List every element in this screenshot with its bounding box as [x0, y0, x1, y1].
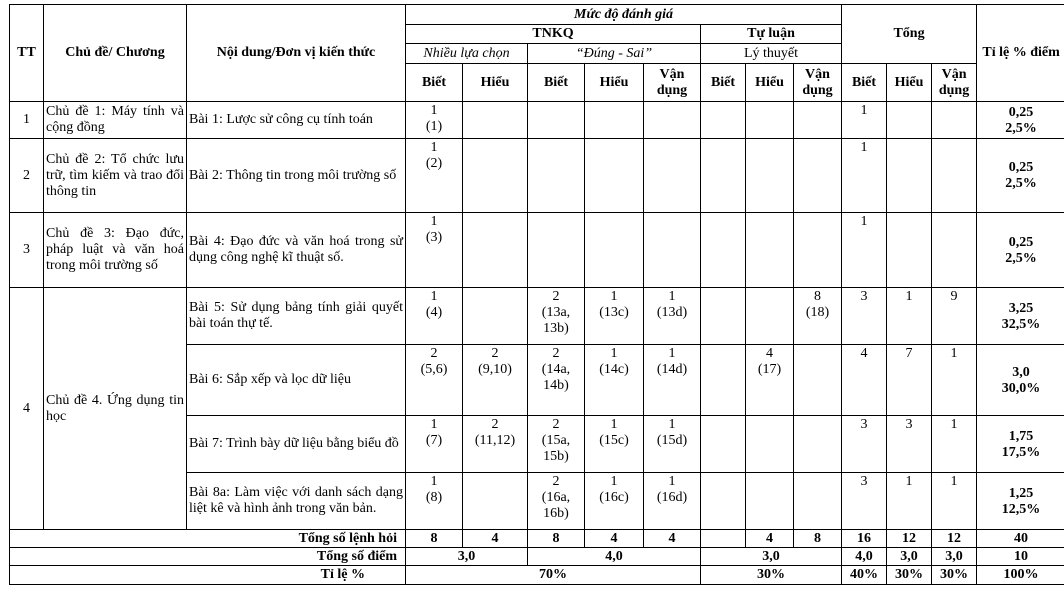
- row-topic: Chủ đề 4. Ứng dụng tin học: [44, 288, 187, 530]
- cell-mc-understand: [463, 102, 528, 139]
- col-total-know: Biết: [842, 64, 887, 102]
- cell-es-know: [701, 288, 746, 345]
- total-q-mc-understand: 4: [463, 530, 528, 548]
- cell-total-apply: 1: [932, 416, 977, 473]
- cell-ratio: 1,25 12,5%: [977, 473, 1064, 530]
- cell-tf-understand: 1 (13c): [585, 288, 644, 345]
- cell-es-understand: [746, 416, 794, 473]
- col-total-understand: Hiểu: [887, 64, 932, 102]
- total-questions-row: [10, 530, 1064, 548]
- col-mc-understand: Hiểu: [463, 64, 528, 102]
- header-ratio: Tỉ lệ % điểm: [977, 5, 1064, 102]
- total-points-mc: 3,0: [406, 548, 528, 566]
- cell-total-understand: [887, 213, 932, 288]
- cell-mc-know: 1 (3): [406, 213, 463, 288]
- total-q-es-understand: 4: [746, 530, 794, 548]
- cell-ratio: 0,25 2,5%: [977, 213, 1064, 288]
- cell-total-apply: 9: [932, 288, 977, 345]
- header-content: Nội dung/Đơn vị kiến thức: [187, 5, 406, 102]
- row-lesson: Bài 1: Lược sử công cụ tính toán: [187, 102, 406, 139]
- cell-mc-understand: [463, 288, 528, 345]
- col-tf-apply: Vận dụng: [644, 64, 701, 102]
- row-lesson: Bài 7: Trình bày dữ liệu bằng biểu đồ: [187, 416, 406, 473]
- cell-es-understand: 4 (17): [746, 345, 794, 416]
- row-topic: Chủ đề 1: Máy tính và cộng đồng: [44, 102, 187, 139]
- cell-tf-know: 2 (16a, 16b): [528, 473, 585, 530]
- cell-es-understand: [746, 213, 794, 288]
- cell-ratio: 0,25 2,5%: [977, 102, 1064, 139]
- cell-ratio: 3,0 30,0%: [977, 345, 1064, 416]
- cell-tf-know: 2 (13a, 13b): [528, 288, 585, 345]
- cell-es-apply: [794, 102, 842, 139]
- total-q-tf-know: 8: [528, 530, 585, 548]
- cell-es-know: [701, 213, 746, 288]
- col-es-apply: Vận dụng: [794, 64, 842, 102]
- col-tf-know: Biết: [528, 64, 585, 102]
- col-tf-understand: Hiểu: [585, 64, 644, 102]
- table-row: [10, 213, 1064, 288]
- cell-ratio: 1,75 17,5%: [977, 416, 1064, 473]
- col-mc-know: Biết: [406, 64, 463, 102]
- table-row: [10, 139, 1064, 213]
- table-row: [10, 288, 1064, 345]
- total-ratio-es: 30%: [701, 566, 842, 585]
- total-points-es: 3,0: [701, 548, 842, 566]
- cell-mc-understand: [463, 213, 528, 288]
- row-lesson: Bài 6: Sắp xếp và lọc dữ liệu: [187, 345, 406, 416]
- cell-tf-understand: 1 (15c): [585, 416, 644, 473]
- total-q-tf-apply: 4: [644, 530, 701, 548]
- cell-es-apply: 8 (18): [794, 288, 842, 345]
- total-points-know: 4,0: [842, 548, 887, 566]
- cell-mc-understand: 2 (11,12): [463, 416, 528, 473]
- cell-es-know: [701, 139, 746, 213]
- total-q-understand: 12: [887, 530, 932, 548]
- total-points-apply: 3,0: [932, 548, 977, 566]
- cell-total-understand: 7: [887, 345, 932, 416]
- header-tt: TT: [10, 5, 44, 102]
- header-assessment-level: Mức độ đánh giá: [406, 5, 842, 25]
- cell-es-know: [701, 416, 746, 473]
- cell-ratio: 0,25 2,5%: [977, 139, 1064, 213]
- header-multiple-choice: Nhiều lựa chọn: [406, 44, 528, 64]
- cell-tf-know: [528, 139, 585, 213]
- total-ratio-tnkq: 70%: [406, 566, 701, 585]
- cell-es-know: [701, 345, 746, 416]
- cell-es-understand: [746, 102, 794, 139]
- header-essay: Tự luận: [701, 25, 842, 44]
- cell-es-apply: [794, 213, 842, 288]
- cell-mc-know: 1 (1): [406, 102, 463, 139]
- cell-total-know: 1: [842, 213, 887, 288]
- cell-tf-apply: 1 (15d): [644, 416, 701, 473]
- cell-total-understand: 1: [887, 288, 932, 345]
- total-q-apply: 12: [932, 530, 977, 548]
- cell-tf-know: 2 (14a, 14b): [528, 345, 585, 416]
- total-q-know: 16: [842, 530, 887, 548]
- cell-tf-know: [528, 102, 585, 139]
- row-tt: 4: [10, 288, 44, 530]
- total-ratio-row: [10, 566, 1064, 585]
- cell-mc-know: 2 (5,6): [406, 345, 463, 416]
- cell-total-understand: 1: [887, 473, 932, 530]
- row-lesson: Bài 5: Sử dụng bảng tính giải quyết bài toán thự tế.: [187, 288, 406, 345]
- cell-tf-apply: 1 (13d): [644, 288, 701, 345]
- cell-ratio: 3,25 32,5%: [977, 288, 1064, 345]
- cell-es-apply: [794, 416, 842, 473]
- col-es-know: Biết: [701, 64, 746, 102]
- cell-es-understand: [746, 139, 794, 213]
- cell-total-apply: 1: [932, 345, 977, 416]
- col-total-apply: Vận dụng: [932, 64, 977, 102]
- cell-es-know: [701, 473, 746, 530]
- cell-total-know: 3: [842, 416, 887, 473]
- cell-tf-understand: 1 (16c): [585, 473, 644, 530]
- total-ratio-know: 40%: [842, 566, 887, 585]
- total-points-understand: 3,0: [887, 548, 932, 566]
- cell-es-understand: [746, 288, 794, 345]
- row-lesson: Bài 4: Đạo đức và văn hoá trong sử dụng công nghệ kĩ thuật số.: [187, 213, 406, 288]
- total-ratio-label: Tỉ lệ %: [10, 566, 406, 585]
- cell-tf-understand: [585, 102, 644, 139]
- cell-total-apply: 1: [932, 473, 977, 530]
- total-points-tf: 4,0: [528, 548, 701, 566]
- header-total: Tổng: [842, 5, 977, 64]
- cell-tf-understand: [585, 213, 644, 288]
- cell-mc-know: 1 (2): [406, 139, 463, 213]
- row-topic: Chủ đề 3: Đạo đức, pháp luật và văn hoá trong môi trường số: [44, 213, 187, 288]
- col-es-understand: Hiểu: [746, 64, 794, 102]
- total-points-label: Tổng số điểm: [10, 548, 406, 566]
- cell-total-know: 3: [842, 288, 887, 345]
- cell-total-understand: [887, 139, 932, 213]
- total-q-es-know: [701, 530, 746, 548]
- cell-total-know: 1: [842, 102, 887, 139]
- cell-tf-apply: [644, 139, 701, 213]
- cell-total-understand: 3: [887, 416, 932, 473]
- cell-mc-understand: 2 (9,10): [463, 345, 528, 416]
- row-tt: 3: [10, 213, 44, 288]
- cell-mc-understand: [463, 139, 528, 213]
- cell-es-apply: [794, 345, 842, 416]
- cell-mc-know: 1 (4): [406, 288, 463, 345]
- cell-mc-know: 1 (7): [406, 416, 463, 473]
- assessment-matrix-table: [9, 4, 1064, 585]
- header-chapter: Chủ đề/ Chương: [44, 5, 187, 102]
- total-ratio-understand: 30%: [887, 566, 932, 585]
- cell-tf-know: [528, 213, 585, 288]
- cell-tf-apply: [644, 102, 701, 139]
- cell-es-understand: [746, 473, 794, 530]
- header-tnkq: TNKQ: [406, 25, 701, 44]
- total-questions-label: Tổng số lệnh hỏi: [10, 530, 406, 548]
- cell-total-know: 1: [842, 139, 887, 213]
- total-q-es-apply: 8: [794, 530, 842, 548]
- row-lesson: Bài 2: Thông tin trong môi trường số: [187, 139, 406, 213]
- header-theory: Lý thuyết: [701, 44, 842, 64]
- row-tt: 1: [10, 102, 44, 139]
- row-tt: 2: [10, 139, 44, 213]
- cell-total-understand: [887, 102, 932, 139]
- cell-tf-understand: 1 (14c): [585, 345, 644, 416]
- total-q-tf-understand: 4: [585, 530, 644, 548]
- cell-total-apply: [932, 139, 977, 213]
- total-q-mc-know: 8: [406, 530, 463, 548]
- cell-total-know: 4: [842, 345, 887, 416]
- total-q-all: 40: [977, 530, 1064, 548]
- cell-es-apply: [794, 473, 842, 530]
- total-points-row: [10, 548, 1064, 566]
- row-topic: Chủ đề 2: Tổ chức lưu trữ, tìm kiếm và trao đổi thông tin: [44, 139, 187, 213]
- cell-tf-know: 2 (15a, 15b): [528, 416, 585, 473]
- cell-tf-apply: [644, 213, 701, 288]
- cell-es-apply: [794, 139, 842, 213]
- header-true-false: “Đúng - Sai”: [528, 44, 701, 64]
- cell-mc-understand: [463, 473, 528, 530]
- total-points-all: 10: [977, 548, 1064, 566]
- cell-total-apply: [932, 213, 977, 288]
- cell-total-apply: [932, 102, 977, 139]
- cell-tf-apply: 1 (14d): [644, 345, 701, 416]
- cell-es-know: [701, 102, 746, 139]
- total-ratio-apply: 30%: [932, 566, 977, 585]
- row-lesson: Bài 8a: Làm việc với danh sách dạng liệt kê và hình ảnh trong văn bản.: [187, 473, 406, 530]
- cell-total-know: 3: [842, 473, 887, 530]
- cell-mc-know: 1 (8): [406, 473, 463, 530]
- cell-tf-apply: 1 (16d): [644, 473, 701, 530]
- total-ratio-all: 100%: [977, 566, 1064, 585]
- table-row: [10, 102, 1064, 139]
- cell-tf-understand: [585, 139, 644, 213]
